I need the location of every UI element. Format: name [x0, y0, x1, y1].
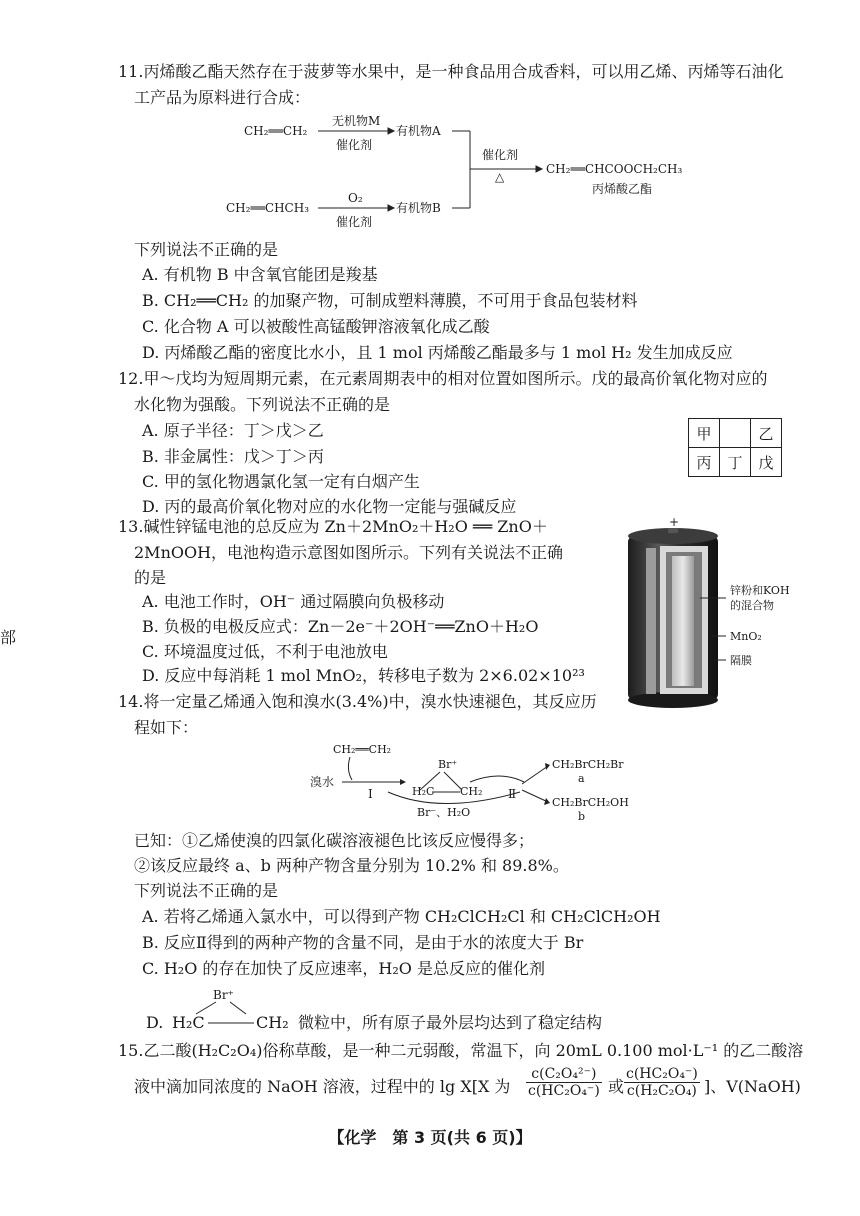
q12-option-b: B. 非金属性：戊＞丁＞丙 [142, 447, 324, 466]
scheme-catalyst-3: 催化剂 [482, 148, 519, 162]
q11-option-d: D. 丙烯酸乙酯的密度比水小，且 1 mol 丙烯酸乙酯最多与 1 mol H₂ 发生加成反应 [142, 343, 733, 362]
scheme-reagent-m: 无机物M [332, 114, 381, 128]
mech-label-a: a [578, 772, 585, 785]
q14-stem-line1: 14.将一定量乙烯通入饱和溴水(3.4%)中，溴水快速褪色，其反应历 [118, 692, 597, 711]
cell-yi: 乙 [751, 419, 782, 448]
q14-option-a: A. 若将乙烯通入氯水中，可以得到产物 CH₂ClCH₂Cl 和 CH₂ClCH₂OH [142, 907, 661, 926]
margin-side-mark: 部 [0, 628, 17, 647]
q12-option-a: A. 原子半径：丁＞戊＞乙 [142, 421, 324, 440]
mech-label-b: b [578, 810, 586, 823]
scheme-product-a: 有机物A [396, 124, 441, 138]
q12-option-c: C. 甲的氢化物遇氯化氢一定有白烟产生 [142, 472, 420, 491]
q15-or: 或 [608, 1077, 625, 1096]
mech-h2c: H₂C [412, 785, 435, 798]
mech-reagents: Br⁻、H₂O [417, 806, 471, 819]
battery-label-separator: 隔膜 [730, 654, 752, 667]
scheme-propylene: CH₂══CHCH₃ [226, 201, 310, 215]
q14-option-b: B. 反应Ⅱ得到的两种产物的含量不同，是由于水的浓度大于 Br [142, 933, 584, 952]
fraction-2-denominator: c(H₂C₂O₄) [626, 1083, 697, 1099]
q13-option-a: A. 电池工作时，OH⁻ 通过隔膜向负极移动 [142, 592, 445, 611]
optd-h2c: H₂C [172, 1013, 205, 1032]
q15-stem-line2b: ]、V(NaOH) [704, 1077, 801, 1096]
scheme-final-product: CH₂══CHCOOCH₂CH₃ [546, 162, 683, 176]
scheme-catalyst-2: 催化剂 [336, 215, 373, 229]
q13-stem-line1: 13.碱性锌锰电池的总反应为 Zn＋2MnO₂＋H₂O ══ ZnO＋ [118, 517, 548, 536]
q11-option-b: B. CH₂══CH₂ 的加聚产物，可制成塑料薄膜，不可用于食品包装材料 [142, 291, 638, 310]
q12-stem-line2: 水化物为强酸。下列说法不正确的是 [134, 395, 391, 414]
optd-ch2: CH₂ [256, 1013, 289, 1032]
mech-step-2: Ⅱ [508, 787, 517, 801]
battery-minus-terminal: − [670, 694, 681, 708]
mech-product-a: CH₂BrCH₂Br [552, 758, 624, 771]
fraction-1-denominator: c(HC₂O₄⁻) [528, 1083, 600, 1099]
q11-option-a: A. 有机物 B 中含氧官能团是羧基 [142, 265, 378, 284]
mech-ethylene: CH₂══CH₂ [333, 743, 392, 756]
q11-stem-line1: 11.丙烯酸乙酯天然存在于菠萝等水果中，是一种食品用合成香料，可以用乙烯、丙烯等石油化 [118, 62, 784, 81]
q13-option-d: D. 反应中每消耗 1 mol MnO₂，转移电子数为 2×6.02×10²³ [142, 666, 585, 685]
q13-option-b: B. 负极的电极反应式：Zn－2e⁻＋2OH⁻══ZnO＋H₂O [142, 617, 539, 636]
optd-bromonium: Br⁺ [213, 988, 234, 1002]
q14-known-2: ②该反应最终 a、b 两种产物含量分别为 10.2% 和 89.8%。 [134, 856, 569, 875]
scheme-catalyst-1: 催化剂 [336, 138, 373, 152]
q12-option-d: D. 丙的最高价氧化物对应的水化物一定能与强碱反应 [142, 497, 517, 516]
q14-option-d-label: D. [146, 1013, 164, 1032]
battery-label-zinc-koh-1: 锌粉和KOH [730, 584, 790, 597]
q14-option-c: C. H₂O 的存在加快了反应速率，H₂O 是总反应的催化剂 [142, 959, 545, 978]
q15-fraction-2 [624, 1066, 700, 1099]
battery-label-zinc-koh-2: 的混合物 [730, 599, 774, 612]
cell-bing: 丙 [689, 448, 720, 477]
q14-known-1: 已知：①乙烯使溴的四氯化碳溶液褪色比该反应慢得多； [134, 831, 535, 850]
mech-product-b: CH₂BrCH₂OH [552, 796, 629, 809]
battery-label-mno2: MnO₂ [730, 630, 762, 643]
scheme-final-product-name: 丙烯酸乙酯 [592, 182, 653, 196]
q11-stem-line2: 工产品为原料进行合成： [134, 88, 311, 107]
scheme-product-b: 有机物B [396, 201, 441, 215]
mech-bromine-water: 溴水 [310, 775, 335, 789]
mech-step-1: Ⅰ [368, 787, 373, 801]
q13-option-c: C. 环境温度过低，不利于电池放电 [142, 642, 388, 661]
fraction-2-numerator: c(HC₂O₄⁻) [626, 1066, 698, 1082]
q14-question: 下列说法不正确的是 [134, 881, 279, 900]
q12-stem-line1: 12.甲～戊均为短周期元素，在元素周期表中的相对位置如图所示。戊的最高价氧化物对应的 [118, 369, 768, 388]
q11-option-c: C. 化合物 A 可以被酸性高锰酸钾溶液氧化成乙酸 [142, 317, 490, 336]
q15-fraction-1 [526, 1066, 602, 1099]
q11-question: 下列说法不正确的是 [134, 240, 279, 259]
q13-stem-line3: 的是 [134, 568, 167, 587]
mech-ch2: CH₂ [460, 785, 483, 798]
page-footer: 【化学 第 3 页(共 6 页)】 [328, 1128, 532, 1147]
scheme-ethylene: CH₂══CH₂ [244, 124, 308, 138]
cell-jia: 甲 [689, 419, 720, 448]
battery-plus-terminal: + [669, 515, 680, 529]
optd-text: 微粒中，所有原子最外层均达到了稳定结构 [298, 1013, 603, 1032]
q13-stem-line2: 2MnOOH，电池构造示意图如图所示。下列有关说法不正确 [134, 543, 564, 562]
q14-stem-line2: 程如下： [134, 718, 199, 737]
mech-bromonium: Br⁺ [438, 758, 458, 771]
q15-stem-line2a: 液中滴加同浓度的 NaOH 溶液，过程中的 lg X[X 为 [134, 1077, 511, 1096]
scheme-heat: △ [495, 170, 505, 184]
q15-stem-line1: 15.乙二酸(H₂C₂O₄)俗称草酸，是一种二元弱酸，常温下，向 20mL 0.100 mol·L⁻¹ 的乙二酸溶 [118, 1041, 804, 1060]
cell-wu: 戊 [751, 448, 782, 477]
cell-ding: 丁 [720, 448, 751, 477]
fraction-1-numerator: c(C₂O₄²⁻) [526, 1066, 602, 1083]
scheme-reagent-o2: O₂ [348, 191, 363, 205]
